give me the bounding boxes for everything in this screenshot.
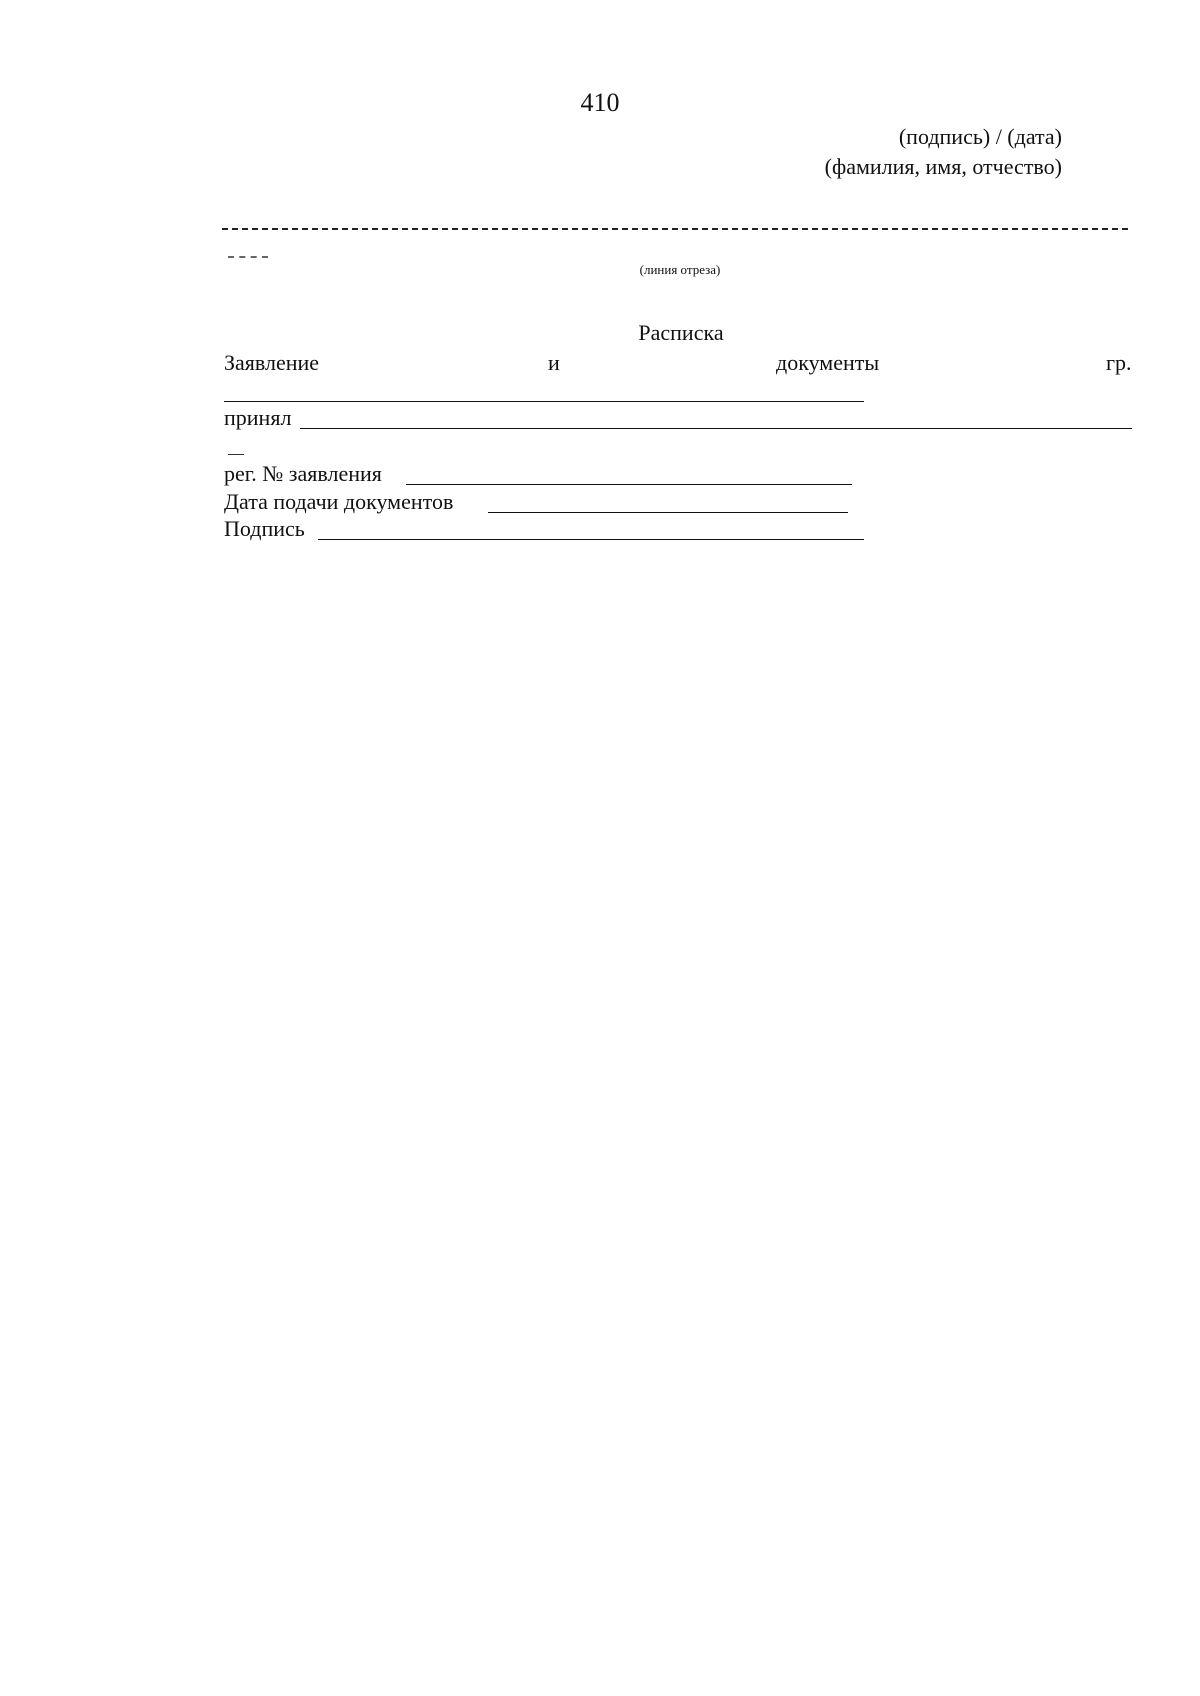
full-name-caption: (фамилия, имя, отчество): [824, 154, 1062, 179]
reg-number-label: рег. № заявления: [224, 461, 382, 486]
accepted-by-field[interactable]: [300, 428, 1132, 429]
submission-date-label: Дата подачи документов: [224, 489, 454, 514]
cut-line-label: (линия отреза): [639, 262, 721, 277]
intro-word-and: и: [548, 350, 560, 375]
signature-date-caption: (подпись) / (дата): [898, 124, 1062, 149]
reg-number-field[interactable]: [406, 484, 852, 485]
applicant-name-field[interactable]: [224, 401, 864, 402]
intro-word-statement: Заявление: [224, 350, 320, 375]
tick-mark: [228, 454, 244, 455]
receipt-title: Расписка: [638, 320, 724, 345]
intro-word-documents: документы: [776, 350, 880, 375]
intro-word-citizen: гр.: [1106, 350, 1132, 375]
signature-label: Подпись: [224, 516, 305, 541]
page-number: 410: [580, 88, 620, 117]
submission-date-field[interactable]: [488, 512, 848, 513]
signature-field[interactable]: [318, 539, 864, 540]
cut-line-stub: [228, 256, 268, 258]
accepted-label: принял: [224, 405, 292, 430]
cut-line: [222, 228, 1128, 230]
